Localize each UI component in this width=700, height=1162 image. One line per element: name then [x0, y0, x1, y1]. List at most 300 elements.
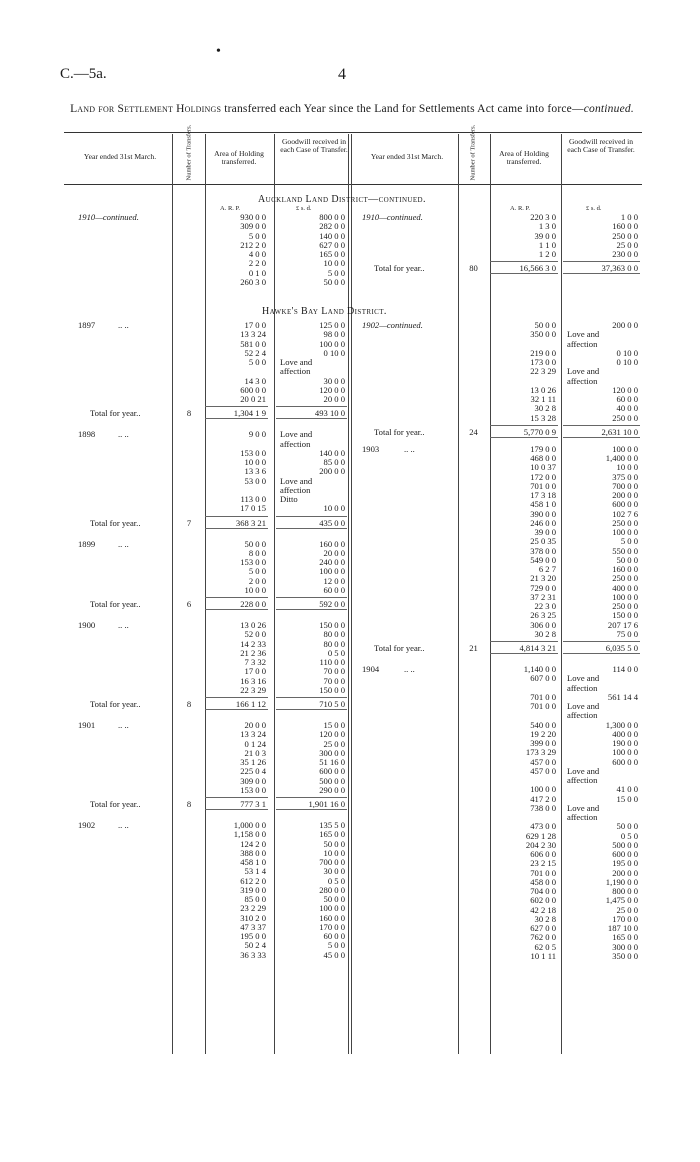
- header-area-right: Area of Holding transferred.: [499, 149, 549, 167]
- total-rule-goodwill: [276, 516, 347, 517]
- total-area: 166 1 12: [235, 699, 266, 709]
- total-rule-area-bottom: [490, 273, 558, 274]
- goodwill-cell: 165 0 0: [612, 932, 638, 943]
- area-cell: 20 0 0: [244, 720, 266, 730]
- area-cell: 30 2 8: [534, 628, 556, 639]
- area-cell: 7 3 32: [244, 657, 266, 667]
- area-cell: 100 0 0: [530, 784, 556, 795]
- goodwill-cell: 0 5 0: [327, 647, 345, 658]
- year-label: 1910—continued.: [78, 212, 139, 222]
- goodwill-cell: 160 0 0: [612, 564, 638, 574]
- area-cell: 704 0 0: [530, 886, 556, 896]
- goodwill-cell: 150 0 0: [612, 610, 638, 621]
- goodwill-cell: 140 0 0: [319, 447, 345, 458]
- goodwill-cell: 250 0 0: [612, 573, 638, 584]
- goodwill-cell: 50 0 0: [323, 838, 345, 849]
- goodwill-cell: 280 0 0: [319, 884, 345, 895]
- area-cell: 204 2 30: [525, 839, 556, 850]
- year-label: 1902: [78, 820, 96, 830]
- area-cell: 606 0 0: [530, 849, 556, 859]
- goodwill-cell: 0 10 0: [616, 357, 638, 367]
- area-cell: 388 0 0: [240, 847, 266, 858]
- total-label: Total for year..: [90, 599, 141, 609]
- goodwill-cell: 165 0 0: [319, 829, 345, 840]
- goodwill-cell: 250 0 0: [612, 517, 638, 528]
- total-rule-area: [205, 697, 268, 698]
- year-label: 1904: [362, 664, 380, 674]
- title-continued: continued.: [583, 103, 634, 115]
- leader-dots: .. ..: [118, 538, 129, 549]
- goodwill-cell: 300 0 0: [319, 747, 345, 758]
- area-cell: 173 0 0: [530, 357, 556, 367]
- goodwill-cell: 100 0 0: [319, 338, 345, 349]
- area-cell: 458 0 0: [530, 876, 556, 887]
- area-cell: 173 3 29: [525, 747, 556, 758]
- goodwill-cell: 135 5 0: [319, 820, 345, 830]
- area-cell: 22 3 0: [534, 601, 556, 611]
- goodwill-cell: 160 0 0: [612, 221, 638, 232]
- total-count: 80: [469, 263, 478, 274]
- goodwill-cell: 800 0 0: [612, 886, 638, 896]
- document-code: C.—5a.: [60, 66, 107, 82]
- area-cell: 1,140 0 0: [523, 664, 556, 674]
- area-cell: 124 2 0: [240, 838, 266, 849]
- goodwill-cell: 100 0 0: [319, 566, 345, 577]
- goodwill-cell: 40 0 0: [616, 403, 638, 414]
- total-area: 16,566 3 0: [519, 263, 556, 274]
- goodwill-cell: 15 0 0: [616, 793, 638, 804]
- leader-dots: .. ..: [404, 664, 415, 674]
- goodwill-cell: 290 0 0: [319, 784, 345, 795]
- year-label: 1897: [78, 320, 96, 330]
- header-top-rule: [64, 132, 642, 133]
- total-count: 6: [186, 599, 192, 609]
- area-cell: 1,158 0 0: [233, 829, 266, 840]
- area-cell: 1 2 0: [538, 249, 556, 259]
- area-cell: 14 3 0: [244, 375, 266, 386]
- area-cell: 378 0 0: [530, 545, 556, 556]
- area-cell: 0 1 24: [244, 738, 266, 749]
- goodwill-cell: Love and: [280, 429, 313, 440]
- total-rule-area-bottom: [205, 809, 268, 810]
- title-rest: transferred each Year since the Land for Settlements Act came into force—: [221, 103, 584, 115]
- total-label: Total for year..: [374, 426, 425, 437]
- col-rule-5: [351, 134, 352, 1054]
- area-cell: 52 0 0: [244, 629, 266, 640]
- year-label: 1910—continued.: [362, 212, 423, 222]
- goodwill-cell: Love and: [280, 475, 313, 486]
- stray-dot: •: [216, 44, 221, 59]
- area-cell: 701 0 0: [530, 867, 556, 878]
- goodwill-cell: affection: [567, 812, 598, 822]
- goodwill-cell: 85 0 0: [323, 457, 345, 467]
- header-year-left: Year ended 31st March.: [83, 152, 157, 161]
- goodwill-cell: 120 0 0: [612, 384, 638, 395]
- area-cell: 309 0 0: [240, 221, 266, 232]
- area-cell: 549 0 0: [530, 554, 556, 565]
- total-rule-goodwill-bottom: [276, 528, 347, 529]
- area-cell: 0 1 0: [248, 267, 266, 278]
- area-cell: 153 0 0: [240, 784, 266, 795]
- total-rule-area: [490, 425, 558, 426]
- goodwill-cell: 165 0 0: [319, 249, 345, 259]
- area-cell: 2 2 0: [248, 258, 266, 269]
- goodwill-cell: 160 0 0: [319, 538, 345, 549]
- total-count: 24: [469, 426, 478, 437]
- total-goodwill: 592 0 0: [319, 599, 345, 609]
- leader-dots: .. ..: [404, 443, 415, 454]
- goodwill-cell: 400 0 0: [612, 728, 638, 739]
- section-hawkes-bay: Hawke's Bay Land District.: [262, 306, 387, 317]
- area-cell: 32 1 11: [530, 394, 556, 404]
- total-rule-area-bottom: [490, 653, 558, 654]
- total-rule-goodwill-bottom: [276, 709, 347, 710]
- area-cell: 10 0 0: [244, 457, 266, 467]
- goodwill-cell: 250 0 0: [612, 601, 638, 611]
- col-rule-8: [561, 134, 562, 1054]
- total-rule-area-bottom: [205, 609, 268, 610]
- area-cell: 309 0 0: [240, 775, 266, 786]
- goodwill-cell: 207 17 6: [607, 619, 638, 630]
- goodwill-cell: 125 0 0: [319, 320, 345, 330]
- area-cell: 2 0 0: [248, 575, 266, 586]
- year-label: 1903: [362, 443, 380, 454]
- goodwill-cell: 400 0 0: [612, 582, 638, 593]
- goodwill-cell: 170 0 0: [319, 921, 345, 932]
- area-cell: 581 0 0: [240, 338, 266, 349]
- goodwill-cell: Love and: [567, 329, 600, 340]
- goodwill-cell: Ditto: [280, 494, 298, 504]
- area-cell: 50 0 0: [244, 538, 266, 549]
- area-cell: 701 0 0: [530, 701, 556, 711]
- area-cell: 457 0 0: [530, 756, 556, 767]
- page-number: 4: [338, 66, 346, 83]
- area-cell: 17 0 0: [244, 320, 266, 330]
- goodwill-cell: 140 0 0: [319, 230, 345, 241]
- header-year-right: Year ended 31st March.: [370, 152, 444, 161]
- total-goodwill: 1,901 16 0: [308, 799, 345, 809]
- total-area: 368 3 21: [235, 517, 266, 528]
- area-cell: 220 3 0: [530, 212, 556, 222]
- area-cell: 246 0 0: [530, 517, 556, 528]
- area-cell: 212 2 0: [240, 239, 266, 250]
- area-cell: 22 3 29: [530, 366, 556, 377]
- area-cell: 9 0 0: [248, 429, 266, 440]
- goodwill-cell: Love and: [567, 701, 600, 711]
- area-cell: 612 2 0: [240, 875, 266, 886]
- total-count: 8: [186, 799, 192, 809]
- goodwill-cell: 800 0 0: [319, 212, 345, 222]
- area-cell: 10 1 11: [530, 950, 556, 961]
- area-cell: 23 2 29: [240, 903, 266, 914]
- area-cell: 306 0 0: [530, 619, 556, 630]
- total-rule-goodwill-bottom: [276, 418, 347, 419]
- area-cell: 13 0 26: [530, 384, 556, 395]
- total-label: Total for year..: [90, 699, 141, 709]
- total-rule-goodwill: [563, 641, 640, 642]
- total-rule-goodwill: [563, 261, 640, 262]
- area-cell: 602 0 0: [530, 895, 556, 906]
- area-cell: 319 0 0: [240, 884, 266, 895]
- goodwill-cell: 500 0 0: [319, 775, 345, 786]
- total-rule-goodwill: [563, 425, 640, 426]
- goodwill-cell: 200 0 0: [612, 867, 638, 878]
- goodwill-cell: 1,300 0 0: [605, 719, 638, 730]
- goodwill-cell: 282 0 0: [319, 221, 345, 232]
- area-cell: 19 2 20: [530, 728, 556, 739]
- unit-area-right: A. R. P.: [510, 205, 531, 212]
- goodwill-cell: 70 0 0: [323, 666, 345, 677]
- goodwill-cell: Love and: [567, 673, 600, 684]
- total-rule-goodwill-bottom: [276, 809, 347, 810]
- col-rule-1: [172, 134, 173, 1054]
- area-cell: 21 2 36: [240, 647, 266, 658]
- area-cell: 16 3 16: [240, 675, 266, 686]
- total-rule-area-bottom: [205, 418, 268, 419]
- area-cell: 310 2 0: [240, 912, 266, 923]
- area-cell: 6 2 7: [538, 564, 556, 574]
- goodwill-cell: 200 0 0: [319, 466, 345, 477]
- total-count: 8: [186, 408, 192, 419]
- header-bottom-rule: [64, 184, 642, 185]
- year-label: 1900: [78, 620, 96, 630]
- goodwill-cell: 10 0 0: [323, 503, 345, 514]
- area-cell: 52 2 4: [244, 347, 266, 358]
- leader-dots: .. ..: [118, 320, 129, 330]
- year-label: 1899: [78, 538, 96, 549]
- goodwill-cell: 100 0 0: [612, 527, 638, 537]
- goodwill-cell: 550 0 0: [612, 545, 638, 556]
- goodwill-cell: 20 0 0: [323, 394, 345, 404]
- year-label: 1898: [78, 429, 96, 440]
- area-cell: 457 0 0: [530, 765, 556, 776]
- goodwill-cell: affection: [567, 375, 598, 386]
- total-rule-goodwill: [276, 797, 347, 798]
- goodwill-cell: 98 0 0: [323, 329, 345, 340]
- goodwill-cell: 1,190 0 0: [605, 876, 638, 887]
- goodwill-cell: 41 0 0: [616, 784, 638, 795]
- goodwill-cell: 100 0 0: [319, 903, 345, 914]
- area-cell: 701 0 0: [530, 691, 556, 702]
- goodwill-cell: 100 0 0: [612, 591, 638, 602]
- area-cell: 473 0 0: [530, 821, 556, 832]
- total-count: 8: [186, 699, 192, 709]
- area-cell: 179 0 0: [530, 443, 556, 454]
- col-rule-4: [348, 134, 349, 1054]
- goodwill-cell: 10 0 0: [323, 847, 345, 858]
- total-goodwill: 2,631 10 0: [601, 426, 638, 437]
- leader-dots: .. ..: [118, 820, 129, 830]
- table-title: [64, 103, 640, 116]
- area-cell: 10 0 0: [244, 584, 266, 595]
- area-cell: 417 2 0: [530, 793, 556, 804]
- goodwill-cell: 200 0 0: [612, 320, 638, 330]
- total-area: 4,814 3 21: [519, 643, 556, 653]
- goodwill-cell: Love and: [280, 357, 313, 367]
- goodwill-cell: Love and: [567, 765, 600, 776]
- goodwill-cell: 700 0 0: [319, 857, 345, 867]
- area-cell: 13 3 6: [244, 466, 266, 477]
- goodwill-cell: 120 0 0: [319, 384, 345, 395]
- goodwill-cell: 60 0 0: [323, 931, 345, 941]
- area-cell: 153 0 0: [240, 557, 266, 567]
- total-label: Total for year..: [374, 263, 425, 274]
- goodwill-cell: Love and: [567, 366, 600, 377]
- area-cell: 15 3 28: [530, 412, 556, 423]
- goodwill-cell: 114 0 0: [612, 664, 638, 674]
- total-area: 228 0 0: [240, 599, 266, 609]
- area-cell: 607 0 0: [530, 673, 556, 684]
- total-goodwill: 37,363 0 0: [601, 263, 638, 274]
- area-cell: 21 3 20: [530, 573, 556, 584]
- total-rule-area: [205, 516, 268, 517]
- goodwill-cell: 51 16 0: [319, 757, 345, 767]
- total-label: Total for year..: [90, 408, 141, 419]
- area-cell: 260 3 0: [240, 276, 266, 287]
- total-rule-area: [490, 641, 558, 642]
- goodwill-cell: 0 10 0: [323, 347, 345, 358]
- area-cell: 39 0 0: [534, 230, 556, 241]
- area-cell: 8 0 0: [248, 547, 266, 558]
- total-goodwill: 435 0 0: [319, 517, 345, 528]
- goodwill-cell: 102 7 6: [612, 508, 638, 519]
- goodwill-cell: 160 0 0: [319, 912, 345, 923]
- goodwill-cell: 25 0 0: [616, 239, 638, 250]
- goodwill-cell: affection: [567, 338, 598, 349]
- total-goodwill: 493 10 0: [314, 408, 345, 419]
- area-cell: 14 2 33: [240, 638, 266, 649]
- area-cell: 225 0 4: [240, 766, 266, 777]
- total-rule-goodwill-bottom: [563, 273, 640, 274]
- goodwill-cell: 561 14 4: [607, 691, 638, 702]
- goodwill-cell: 1,475 0 0: [605, 895, 638, 906]
- goodwill-cell: 195 0 0: [612, 858, 638, 869]
- goodwill-cell: affection: [280, 438, 311, 449]
- area-cell: 35 1 26: [240, 757, 266, 767]
- area-cell: 390 0 0: [530, 508, 556, 519]
- goodwill-cell: 15 0 0: [323, 720, 345, 730]
- goodwill-cell: 50 0 0: [616, 821, 638, 832]
- header-area-left: Area of Holding transferred.: [214, 149, 264, 167]
- goodwill-cell: 60 0 0: [616, 394, 638, 404]
- area-cell: 153 0 0: [240, 447, 266, 458]
- area-cell: 22 3 29: [240, 684, 266, 695]
- total-area: 5,770 0 9: [523, 426, 556, 437]
- area-cell: 5 0 0: [248, 357, 266, 367]
- goodwill-cell: 5 0 0: [620, 536, 638, 547]
- area-cell: 458 1 0: [240, 857, 266, 867]
- goodwill-cell: affection: [567, 775, 598, 785]
- area-cell: 50 0 0: [534, 320, 556, 330]
- area-cell: 37 2 31: [530, 591, 556, 602]
- goodwill-cell: affection: [567, 682, 598, 693]
- total-rule-goodwill-bottom: [563, 653, 640, 654]
- total-label: Total for year..: [90, 799, 141, 809]
- unit-money-right: £ s. d.: [586, 205, 602, 212]
- area-cell: 113 0 0: [240, 494, 266, 504]
- goodwill-cell: 150 0 0: [319, 620, 345, 630]
- area-cell: 1,000 0 0: [233, 820, 266, 830]
- area-cell: 23 2 15: [530, 858, 556, 869]
- area-cell: 13 3 24: [240, 729, 266, 740]
- area-cell: 600 0 0: [240, 384, 266, 395]
- area-cell: 17 0 0: [244, 666, 266, 677]
- goodwill-cell: 25 0 0: [616, 904, 638, 915]
- area-cell: 729 0 0: [530, 582, 556, 593]
- area-cell: 458 1 0: [530, 499, 556, 510]
- goodwill-cell: 375 0 0: [612, 471, 638, 482]
- goodwill-cell: 60 0 0: [323, 584, 345, 595]
- area-cell: 53 1 4: [244, 866, 266, 877]
- goodwill-cell: affection: [567, 710, 598, 721]
- year-label: 1902—continued.: [362, 320, 423, 330]
- goodwill-cell: 0 10 0: [616, 347, 638, 358]
- total-rule-goodwill-bottom: [276, 609, 347, 610]
- goodwill-cell: 300 0 0: [612, 941, 638, 952]
- goodwill-cell: 500 0 0: [612, 839, 638, 850]
- total-rule-area-bottom: [490, 437, 558, 438]
- goodwill-cell: 600 0 0: [319, 766, 345, 777]
- area-cell: 30 2 8: [534, 403, 556, 414]
- goodwill-cell: 80 0 0: [323, 629, 345, 640]
- area-cell: 42 2 18: [530, 904, 556, 915]
- area-cell: 5 0 0: [248, 230, 266, 241]
- col-rule-3: [274, 134, 275, 1054]
- total-label: Total for year..: [90, 517, 141, 528]
- area-cell: 540 0 0: [530, 719, 556, 730]
- goodwill-cell: 50 0 0: [616, 554, 638, 565]
- goodwill-cell: 250 0 0: [612, 230, 638, 241]
- area-cell: 17 0 15: [240, 503, 266, 514]
- area-cell: 219 0 0: [530, 347, 556, 358]
- goodwill-cell: 240 0 0: [319, 557, 345, 567]
- goodwill-cell: 700 0 0: [612, 480, 638, 491]
- total-rule-area: [205, 597, 268, 598]
- header-number-right: Number of Transfers.: [469, 124, 477, 181]
- year-label: 1901: [78, 720, 96, 730]
- goodwill-cell: 25 0 0: [323, 738, 345, 749]
- goodwill-cell: 10 0 0: [323, 258, 345, 269]
- unit-money-left: £ s. d.: [296, 205, 312, 212]
- area-cell: 468 0 0: [530, 453, 556, 463]
- goodwill-cell: 150 0 0: [319, 684, 345, 695]
- leader-dots: .. ..: [118, 720, 129, 730]
- total-count: 21: [469, 643, 478, 653]
- area-cell: 1 1 0: [538, 239, 556, 250]
- goodwill-cell: 50 0 0: [323, 276, 345, 287]
- area-cell: 50 2 4: [244, 940, 266, 951]
- goodwill-cell: 627 0 0: [319, 239, 345, 250]
- total-rule-area-bottom: [205, 709, 268, 710]
- total-rule-area: [490, 261, 558, 262]
- total-area: 1,304 1 9: [233, 408, 266, 419]
- goodwill-cell: Love and: [567, 802, 600, 813]
- goodwill-cell: 5 0 0: [327, 267, 345, 278]
- goodwill-cell: 600 0 0: [612, 756, 638, 767]
- total-rule-goodwill-bottom: [563, 437, 640, 438]
- goodwill-cell: 1,400 0 0: [605, 453, 638, 463]
- goodwill-cell: 50 0 0: [323, 894, 345, 904]
- area-cell: 4 0 0: [248, 249, 266, 259]
- goodwill-cell: 0 5 0: [327, 875, 345, 886]
- area-cell: 13 3 24: [240, 329, 266, 340]
- total-area: 777 3 1: [240, 799, 266, 809]
- goodwill-cell: 100 0 0: [612, 443, 638, 454]
- goodwill-cell: 1 0 0: [620, 212, 638, 222]
- total-count: 7: [186, 517, 192, 528]
- goodwill-cell: 45 0 0: [323, 949, 345, 960]
- section-auckland: Auckland Land District—continued.: [258, 194, 426, 205]
